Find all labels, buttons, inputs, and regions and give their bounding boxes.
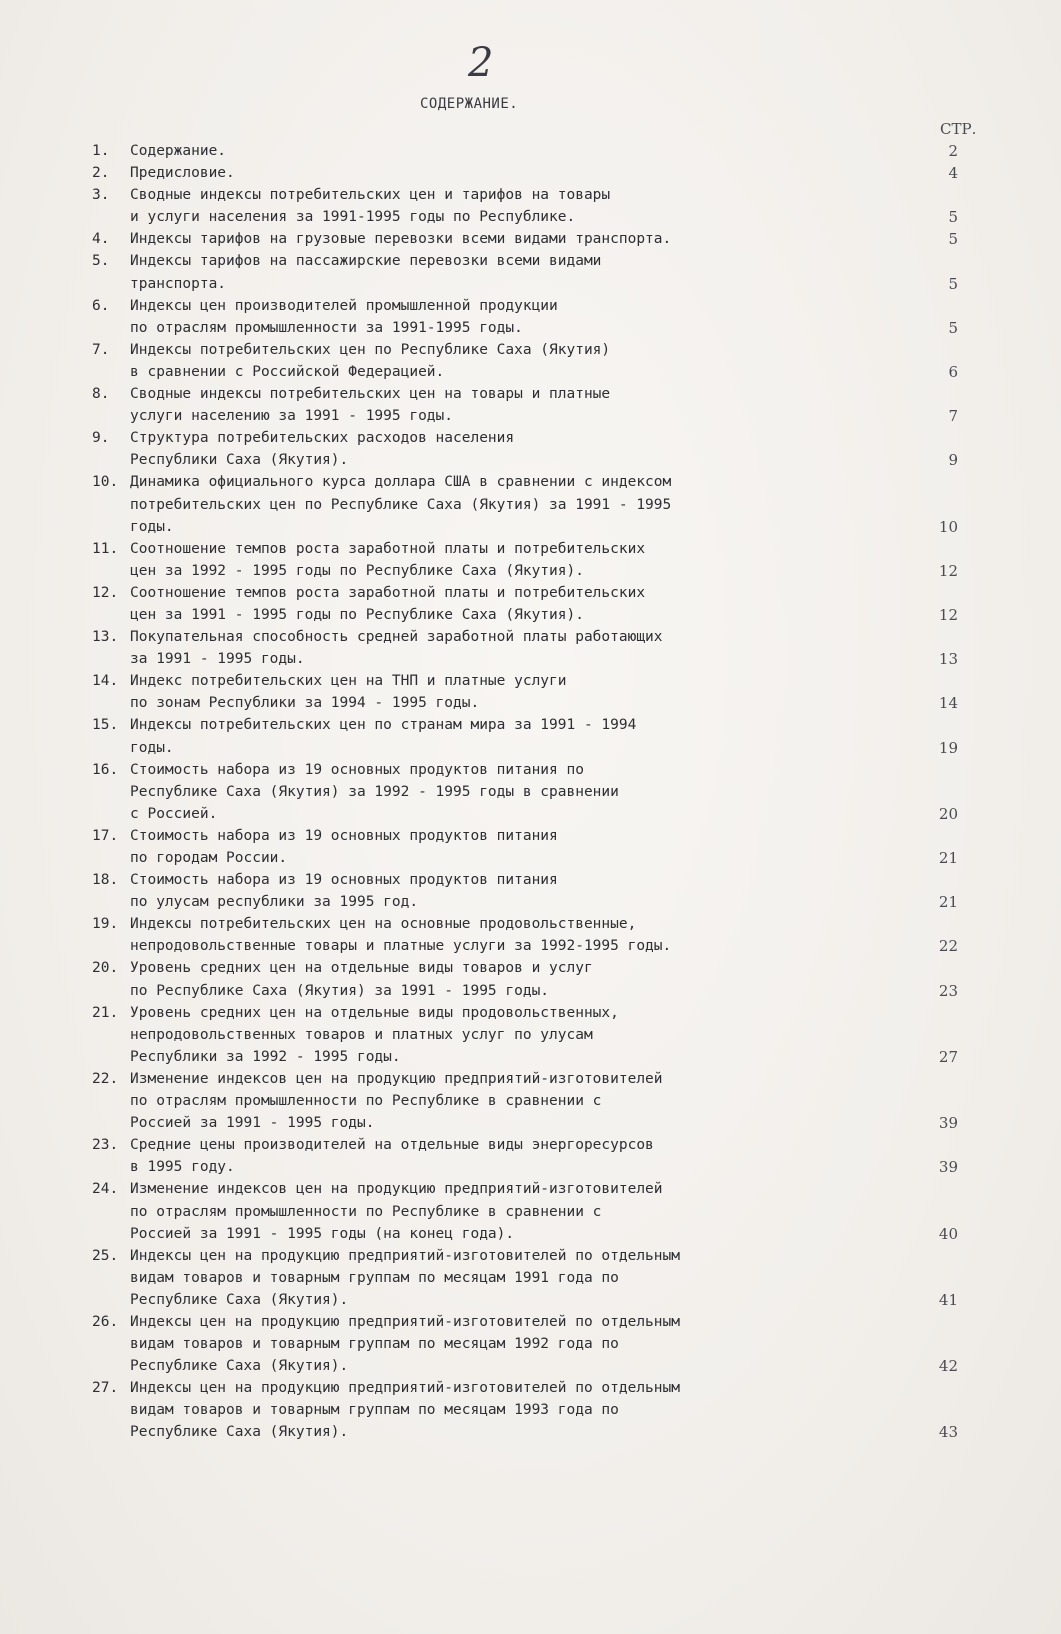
toc-entry-page: 4 — [948, 164, 958, 183]
toc-entry-page: 5 — [948, 274, 958, 293]
toc-entry-title: Стоимость набора из 19 основных продуктов питания по улусам республики за 1995 год. — [130, 872, 558, 911]
toc-entry-page: 12 — [938, 605, 958, 624]
toc-entry-number: 3. — [92, 187, 110, 204]
toc-entry — [92, 427, 982, 471]
toc-entry — [92, 670, 982, 714]
toc-entry-page: 13 — [938, 650, 958, 669]
toc-entry — [92, 538, 982, 582]
toc-entry-title: Индексы цен на продукцию предприятий-изготовителей по отдельным видам товаров и товарным группам по месяцам 1991 года по Республике Саха (Якутия). — [130, 1247, 680, 1308]
toc-entry — [92, 1002, 982, 1068]
page-column-header: СТР. — [940, 120, 977, 138]
toc-entry — [92, 957, 982, 1001]
toc-entry — [92, 1377, 982, 1443]
handwritten-page-number: 2 — [468, 40, 494, 86]
table-of-contents — [92, 140, 982, 1444]
toc-entry-page: 21 — [938, 893, 958, 912]
toc-entry-title: Стоимость набора из 19 основных продуктов питания по городам России. — [130, 827, 558, 866]
toc-entry-page: 10 — [938, 517, 958, 536]
toc-entry-title: Соотношение темпов роста заработной платы и потребительских цен за 1991 - 1995 годы по Республике Саха (Якутия). — [130, 584, 646, 623]
toc-entry-page: 5 — [948, 318, 958, 337]
toc-entry — [92, 471, 982, 537]
toc-entry — [92, 1178, 982, 1244]
toc-entry-number: 26. — [92, 1313, 119, 1330]
toc-entry-title: Динамика официального курса доллара США в сравнении с индексом потребительских цен по Республике Саха (Якутия) за 1991 - 1995 годы. — [130, 474, 672, 535]
toc-entry-number: 15. — [92, 717, 119, 734]
toc-entry-title: Уровень средних цен на отдельные виды товаров и услуг по Республике Саха (Якутия) за 1991 - 1995 годы. — [130, 960, 593, 999]
toc-entry-number: 7. — [92, 341, 110, 358]
toc-entry-page: 21 — [938, 849, 958, 867]
toc-entry-title: Стоимость набора из 19 основных продуктов питания по Республике Саха (Якутия) за 1992 - 1995 годы в сравнении с Россией. — [130, 761, 619, 822]
toc-entry — [92, 383, 982, 427]
toc-entry-number: 5. — [92, 253, 110, 270]
toc-entry-number: 21. — [92, 1004, 119, 1021]
toc-entry-page: 20 — [938, 804, 958, 823]
toc-entry-number: 17. — [92, 827, 119, 844]
toc-entry-title: Индексы тарифов на пассажирские перевозки всеми видами транспорта. — [130, 253, 602, 292]
toc-entry — [92, 869, 982, 913]
toc-entry — [92, 184, 982, 228]
toc-entry-page: 42 — [938, 1357, 958, 1376]
toc-entry-page: 6 — [948, 362, 958, 381]
toc-entry-title: Индексы потребительских цен по Республике Саха (Якутия) в сравнении с Российской Федерацией. — [130, 341, 611, 380]
toc-entry-title: Уровень средних цен на отдельные виды продовольственных, непродовольственных товаров и платных услуг по улусам Республики за 1992 - 1995 годы. — [130, 1004, 619, 1065]
toc-entry-number: 20. — [92, 960, 119, 977]
toc-entry-page: 23 — [938, 981, 958, 1000]
toc-entry-title: Содержание. — [130, 143, 227, 159]
toc-entry-title: Изменение индексов цен на продукцию предприятий-изготовителей по отраслям промышленности по Республике в сравнении с Россией за 1991 - 1995 годы. — [130, 1070, 663, 1132]
toc-entry-title: Покупательная способность средней заработной платы работающих за 1991 - 1995 годы. — [130, 629, 663, 668]
toc-entry-page: 5 — [948, 230, 958, 249]
toc-entry-number: 8. — [92, 386, 110, 403]
toc-entry-title: Индексы потребительских цен по странам мира за 1991 - 1994 годы. — [130, 717, 637, 756]
toc-entry — [92, 228, 982, 250]
toc-entry-number: 19. — [92, 916, 119, 933]
toc-entry — [92, 582, 982, 626]
toc-entry-title: Сводные индексы потребительских цен и тарифов на товары и услуги населения за 1991-1995 годы по Республике. — [130, 187, 611, 226]
toc-entry-page: 19 — [938, 738, 958, 757]
toc-entry-page: 7 — [948, 407, 958, 426]
toc-entry-number: 25. — [92, 1247, 119, 1264]
toc-entry — [92, 295, 982, 339]
toc-entry-number: 9. — [92, 430, 110, 447]
toc-entry-page: 43 — [938, 1423, 958, 1442]
toc-entry-title: Сводные индексы потребительских цен на товары и платные услуги населению за 1991 - 1995 годы. — [130, 386, 611, 425]
toc-entry — [92, 825, 982, 869]
toc-entry-title: Индексы цен на продукцию предприятий-изготовителей по отдельным видам товаров и товарным группам по месяцам 1993 года по Республике Саха (Якутия). — [130, 1380, 680, 1441]
toc-entry-title: Предисловие. — [130, 165, 235, 182]
toc-entry-number: 18. — [92, 872, 119, 889]
toc-entry-page: 14 — [938, 694, 958, 713]
toc-entry-page: 39 — [938, 1158, 958, 1177]
toc-entry-page: 40 — [938, 1224, 958, 1243]
toc-entry-number: 13. — [92, 629, 119, 646]
toc-entry-title: Средние цены производителей на отдельные виды энергоресурсов в 1995 году. — [130, 1137, 654, 1176]
toc-entry — [92, 913, 982, 957]
toc-entry — [92, 714, 982, 758]
toc-entry-number: 14. — [92, 673, 119, 690]
toc-entry-number: 24. — [92, 1181, 119, 1198]
toc-entry — [92, 162, 982, 184]
toc-entry-title: Индексы тарифов на грузовые перевозки всеми видами транспорта. — [130, 231, 672, 248]
toc-entry — [92, 1311, 982, 1377]
toc-entry-number: 22. — [92, 1070, 119, 1087]
toc-entry-number: 11. — [92, 540, 119, 557]
toc-entry-number: 12. — [92, 584, 119, 601]
toc-entry-title: Индексы цен производителей промышленной продукции по отраслям промышленности за 1991-1995 годы. — [130, 297, 558, 336]
toc-entry-title: Изменение индексов цен на продукцию предприятий-изготовителей по отраслям промышленности по Республике в сравнении с Россией за 1991 - 1995 годы (на конец года). — [130, 1181, 663, 1242]
toc-entry-number: 27. — [92, 1380, 119, 1397]
toc-entry-page: 12 — [938, 561, 958, 580]
toc-entry-number: 2. — [92, 165, 110, 182]
toc-entry-number: 1. — [92, 143, 110, 159]
toc-entry-page: 39 — [938, 1114, 958, 1133]
toc-entry-number: 4. — [92, 231, 110, 248]
toc-entry-title: Соотношение темпов роста заработной платы и потребительских цен за 1992 - 1995 годы по Республике Саха (Якутия). — [130, 540, 646, 579]
toc-entry — [92, 1245, 982, 1311]
toc-entry-number: 23. — [92, 1137, 119, 1154]
toc-entry — [92, 140, 982, 162]
toc-entry-number: 10. — [92, 474, 119, 491]
toc-entry — [92, 626, 982, 670]
toc-entry-page: 22 — [938, 937, 958, 956]
toc-entry-page: 41 — [938, 1290, 958, 1309]
toc-entry — [92, 250, 982, 294]
toc-entry — [92, 759, 982, 825]
toc-entry-title: Индексы потребительских цен на основные продовольственные, непродовольственные товары и платные услуги за 1992-1995 годы. — [130, 916, 672, 955]
toc-entry-title: Структура потребительских расходов населения Республики Саха (Якутия). — [130, 430, 515, 469]
toc-entry — [92, 1068, 982, 1134]
toc-entry-page: 2 — [948, 142, 958, 160]
toc-entry-title: Индекс потребительских цен на ТНП и платные услуги по зонам Республики за 1994 - 1995 годы. — [130, 673, 567, 712]
toc-entry-page: 5 — [948, 208, 958, 227]
toc-entry — [92, 339, 982, 383]
toc-entry-title: Индексы цен на продукцию предприятий-изготовителей по отдельным видам товаров и товарным группам по месяцам 1992 года по Республике Саха (Якутия). — [130, 1313, 680, 1375]
toc-entry — [92, 1134, 982, 1178]
toc-entry-number: 16. — [92, 761, 119, 778]
toc-entry-number: 6. — [92, 297, 110, 314]
toc-entry-page: 9 — [948, 451, 958, 470]
toc-entry-page: 27 — [938, 1047, 958, 1066]
toc-title: СОДЕРЖАНИЕ. — [420, 96, 519, 112]
